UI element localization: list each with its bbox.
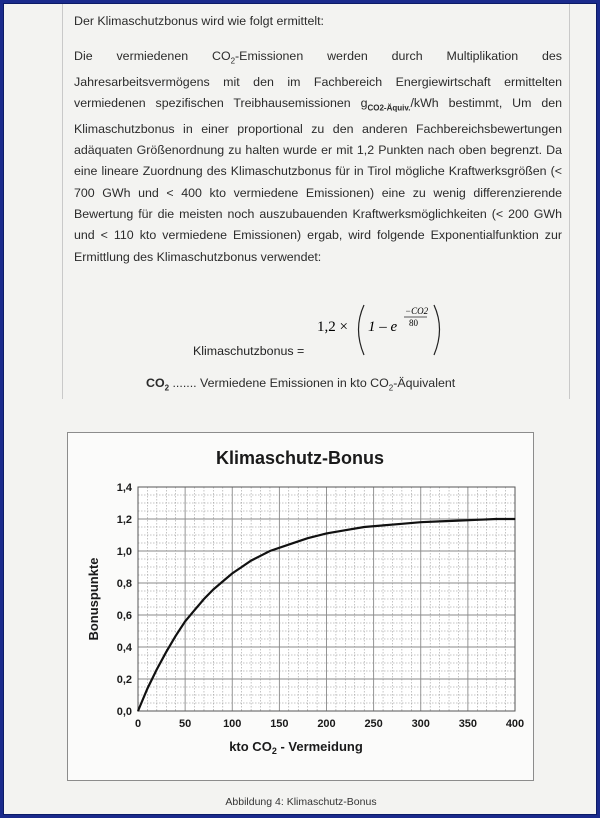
- x-axis-label-sub: 2: [271, 746, 277, 756]
- formula-right-paren: [434, 305, 440, 355]
- x-axis-label-suffix: - Vermeidung: [276, 739, 363, 754]
- legend-text-b: -Äquivalent: [393, 376, 456, 390]
- document-page: [3, 3, 597, 815]
- curve-point: [194, 610, 195, 611]
- x-tick-label: 50: [179, 718, 192, 730]
- section-heading: Der Klimaschutzbonus wird wie folgt ermittelt:: [74, 14, 324, 28]
- curve-point: [232, 573, 233, 574]
- formula-one-minus-e: 1 – e: [368, 319, 398, 335]
- formula-expression: [311, 297, 451, 367]
- formula: [193, 297, 453, 367]
- y-axis-label: Bonuspunkte: [86, 557, 101, 641]
- curve-point: [288, 544, 289, 545]
- paragraph-part-1: Die vermiedenen CO: [74, 49, 231, 63]
- x-tick-label: 350: [458, 718, 478, 730]
- x-tick-labels: [135, 718, 524, 730]
- x-tick-label: 200: [317, 718, 336, 730]
- paragraph-part-3: /kWh bestimmt, Um den Klimaschutzbonus in einer proportional zu den anderen Fachbereichsbewertungen adäquaten Größenordnung zu halten wurde er mit 1,2 Punkten nach oben begrenzt. Da eine lineare Zuordnung des Klimaschutzbonus für in Tirol mögliche Kraftwerksgrößen (< 700 GWh und < 400 kto vermiedene Emissionen) eine zu wenig differenzierende Bewertung für die meisten noch auszubauenden Kraftwerksmöglichkeiten (< 200 GWh und < 110 kto vermiedene Emissionen) ergab, wird folgende Exponentialfunktion zur Ermittlung des Klimaschutzbonus verwendet:: [74, 96, 562, 264]
- curve-point: [496, 518, 497, 519]
- page-margin-rule-left: [62, 4, 63, 399]
- figure-caption: Abbildung 4: Klimaschutz-Bonus: [225, 796, 377, 808]
- y-tick-label: 1,4: [116, 482, 132, 494]
- x-axis-label-main: kto CO: [229, 739, 272, 754]
- y-tick-label: 0,2: [116, 674, 132, 686]
- legend-dots: .......: [169, 376, 201, 390]
- y-tick-label: 0,0: [116, 706, 132, 718]
- page-margin-rule-right: [569, 4, 570, 399]
- x-tick-label: 0: [134, 718, 142, 730]
- klimaschutz-bonus-chart: [68, 433, 533, 780]
- curve-point: [269, 550, 270, 551]
- y-tick-label: 0,6: [116, 610, 132, 622]
- curve-point: [185, 621, 186, 622]
- curve-point: [166, 651, 167, 652]
- curve-point: [241, 566, 242, 567]
- legend-symbol: CO: [146, 376, 165, 390]
- y-tick-labels: [117, 482, 133, 718]
- x-tick-label: 300: [411, 718, 430, 730]
- curve-point: [514, 518, 515, 519]
- body-paragraph: [74, 46, 562, 268]
- curve-point: [345, 530, 346, 531]
- curve-point: [439, 521, 440, 522]
- curve-point: [477, 519, 478, 520]
- curve-point: [137, 710, 138, 711]
- curve-point: [222, 581, 223, 582]
- curve-point: [420, 522, 421, 523]
- formula-left-paren: [359, 305, 365, 355]
- curve-point: [260, 555, 261, 556]
- legend-symbol-sub: 2: [164, 383, 170, 393]
- curve-point: [147, 688, 148, 689]
- formula-label: Klimaschutzbonus =: [193, 344, 305, 358]
- curve-point: [401, 523, 402, 524]
- y-tick-label: 1,0: [116, 546, 132, 558]
- chart-frame: [67, 432, 534, 781]
- chart-title: Klimaschutz-Bonus: [215, 448, 385, 468]
- curve-point: [156, 669, 157, 670]
- paragraph-part-2: -Emissionen werden durch Multiplikation des Jahresarbeitsvermögens mit den im Fachbereich Energiewirtschaft ermittelten vermiedenen spezifischen Treibhausemissionen g: [74, 49, 562, 111]
- formula-exponent-denominator: 80: [409, 318, 418, 328]
- curve-point: [458, 520, 459, 521]
- x-tick-label: 100: [223, 718, 242, 730]
- variable-legend: [146, 376, 455, 392]
- paragraph-sub-1: 2: [230, 56, 236, 66]
- y-tick-label: 0,4: [116, 642, 132, 654]
- text-block: [74, 12, 562, 268]
- formula-coefficient: 1,2 ×: [317, 319, 348, 335]
- curve-point: [203, 598, 204, 599]
- x-tick-label: 250: [364, 718, 383, 730]
- x-tick-label: 400: [505, 718, 525, 730]
- legend-text-sub: 2: [388, 383, 394, 393]
- curve-point: [307, 538, 308, 539]
- curve-point: [175, 635, 176, 636]
- curve-point: [213, 589, 214, 590]
- x-tick-label: 150: [270, 718, 289, 730]
- y-tick-label: 0,8: [116, 578, 132, 590]
- curve-point: [326, 533, 327, 534]
- curve-point: [382, 525, 383, 526]
- curve-point: [364, 526, 365, 527]
- paragraph-sub-2: CO2-Äquiv.: [367, 103, 411, 113]
- formula-exponent-numerator: −CO2: [405, 306, 429, 316]
- x-axis-label: [229, 739, 363, 756]
- legend-text-a: Vermiedene Emissionen in kto CO: [200, 376, 389, 390]
- y-tick-label: 1,2: [116, 514, 132, 526]
- curve-point: [251, 560, 252, 561]
